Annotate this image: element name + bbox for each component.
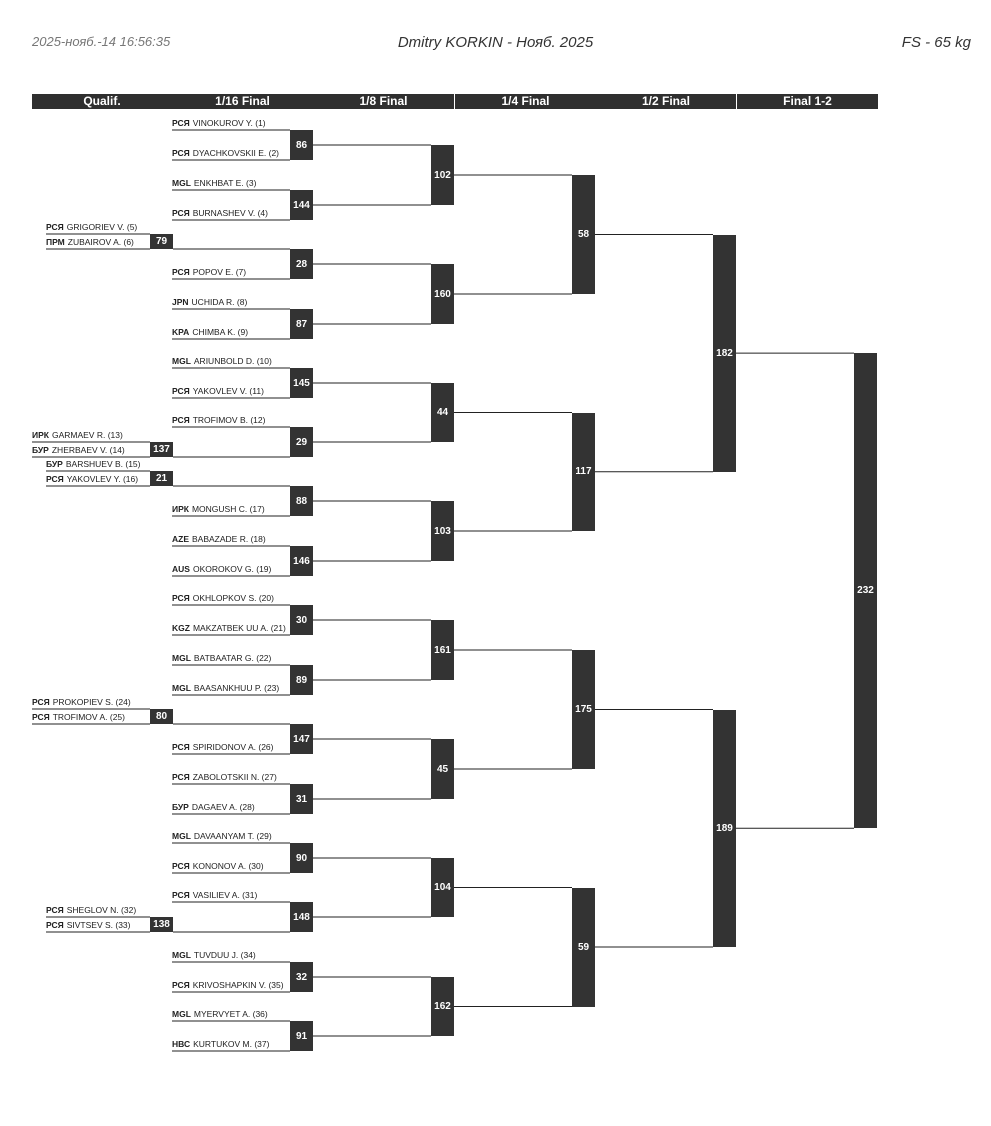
athlete-entry [32, 697, 131, 707]
athlete-entry [172, 534, 266, 544]
athlete-name: OKOROKOV G. (19) [192, 564, 272, 574]
athlete-entry [172, 208, 268, 218]
round-label-qualif: Qualif. [83, 94, 121, 108]
athlete-country: РСЯ [172, 593, 190, 603]
athlete-country: KGZ [172, 623, 190, 633]
athlete-country: НВС [172, 1039, 191, 1049]
bout-number-box: 138 [150, 917, 173, 932]
athlete-name: KRIVOSHAPKIN V. (35) [192, 980, 284, 990]
bout-number-box: 88 [290, 486, 313, 516]
athlete-name: BAASANKHUU P. (23) [193, 683, 280, 693]
round-label-final: Final 1-2 [783, 94, 832, 108]
athlete-country: РСЯ [46, 905, 64, 915]
athlete-name: ENKHBAT E. (3) [193, 178, 257, 188]
athlete-name: DAVAANYAM T. (29) [193, 831, 272, 841]
athlete-entry [32, 430, 123, 440]
bout-number-box: 117 [572, 413, 595, 532]
bout-number-box: 102 [431, 145, 454, 205]
athlete-name: TROFIMOV A. (25) [52, 712, 125, 722]
athlete-country: РСЯ [172, 772, 190, 782]
athlete-name: SIVTSEV S. (33) [66, 920, 131, 930]
athlete-entry [32, 445, 125, 455]
athlete-name: POPOV E. (7) [192, 267, 247, 277]
bout-number-box: 80 [150, 709, 173, 724]
bout-number-box: 182 [713, 235, 736, 472]
athlete-country: БУР [46, 459, 63, 469]
athlete-name: BARSHUEV B. (15) [65, 459, 141, 469]
print-timestamp: 2025-нояб.-14 16:56:35 [32, 34, 171, 49]
bout-number-box: 104 [431, 858, 454, 917]
athlete-entry [172, 831, 272, 841]
athlete-country: РСЯ [172, 267, 190, 277]
round-label-r4: 1/4 Final [501, 94, 550, 108]
bout-number-box: 162 [431, 977, 454, 1036]
athlete-entry [172, 1039, 269, 1049]
athlete-country: MGL [172, 1009, 191, 1019]
athlete-country: ИРК [32, 430, 49, 440]
athlete-name: KURTUKOV M. (37) [193, 1039, 270, 1049]
athlete-country: РСЯ [172, 890, 190, 900]
athlete-name: YAKOVLEV V. (11) [192, 386, 264, 396]
bout-number-box: 58 [572, 175, 595, 294]
athlete-country: РСЯ [172, 148, 190, 158]
bout-number-box: 160 [431, 264, 454, 324]
athlete-country: РСЯ [172, 118, 190, 128]
athlete-entry [172, 772, 277, 782]
bout-number-box: 161 [431, 620, 454, 680]
athlete-entry [46, 222, 137, 232]
athlete-entry [172, 653, 271, 663]
athlete-entry [172, 118, 266, 128]
athlete-name: SHEGLOV N. (32) [66, 905, 137, 915]
round-label-r8: 1/8 Final [359, 94, 408, 108]
round-label-r2: 1/2 Final [641, 94, 691, 108]
athlete-country: ИРК [172, 504, 189, 514]
athlete-country: ПРМ [46, 237, 65, 247]
athlete-name: VASILIEV A. (31) [192, 890, 258, 900]
athlete-entry [46, 905, 136, 915]
athlete-country: РСЯ [172, 208, 190, 218]
athlete-entry [172, 297, 247, 307]
athlete-country: KPA [172, 327, 190, 337]
bout-number-box: 148 [290, 902, 313, 932]
athlete-country: РСЯ [172, 386, 190, 396]
athlete-entry [46, 920, 131, 930]
athlete-name: PROKOPIEV S. (24) [52, 697, 131, 707]
athlete-country: MGL [172, 683, 191, 693]
athlete-entry [172, 742, 274, 752]
athlete-country: AZE [172, 534, 189, 544]
bout-number-box: 21 [150, 471, 173, 486]
athlete-country: MGL [172, 653, 191, 663]
athlete-name: MYERVYET A. (36) [193, 1009, 268, 1019]
athlete-country: РСЯ [32, 697, 50, 707]
bout-number-box: 144 [290, 190, 313, 220]
athlete-name: BABAZADE R. (18) [192, 534, 266, 544]
athlete-country: БУР [172, 802, 189, 812]
athlete-entry [172, 683, 279, 693]
athlete-name: ZHERBAEV V. (14) [51, 445, 125, 455]
athlete-country: РСЯ [46, 222, 64, 232]
athlete-country: РСЯ [172, 861, 190, 871]
bout-number-box: 146 [290, 546, 313, 576]
athlete-name: GRIGORIEV V. (5) [66, 222, 138, 232]
athlete-name: OKHLOPKOV S. (20) [192, 593, 274, 603]
bout-number-box: 31 [290, 784, 313, 814]
athlete-entry [46, 237, 134, 247]
athlete-country: РСЯ [46, 920, 64, 930]
athlete-name: MAKZATBEK UU A. (21) [192, 623, 286, 633]
athlete-entry [172, 327, 248, 337]
athlete-country: РСЯ [172, 742, 190, 752]
athlete-name: UCHIDA R. (8) [191, 297, 248, 307]
bout-number-box: 189 [713, 710, 736, 948]
bout-number-box: 137 [150, 442, 173, 457]
bout-number-box: 91 [290, 1021, 313, 1051]
athlete-name: MONGUSH C. (17) [191, 504, 265, 514]
athlete-name: CHIMBA K. (9) [192, 327, 249, 337]
athlete-country: БУР [32, 445, 49, 455]
athlete-name: VINOKUROV Y. (1) [192, 118, 266, 128]
bout-number-box: 145 [290, 368, 313, 398]
athlete-name: DYACHKOVSKII E. (2) [192, 148, 279, 158]
bout-number-box: 79 [150, 234, 173, 249]
athlete-name: GARMAEV R. (13) [51, 430, 123, 440]
athlete-name: TROFIMOV B. (12) [192, 415, 266, 425]
bout-number-box: 45 [431, 739, 454, 799]
athlete-entry [172, 861, 264, 871]
athlete-name: BATBAATAR G. (22) [193, 653, 272, 663]
athlete-entry [172, 1009, 268, 1019]
athlete-name: ARIUNBOLD D. (10) [193, 356, 272, 366]
athlete-entry [172, 980, 284, 990]
bout-number-box: 147 [290, 724, 313, 754]
athlete-country: MGL [172, 356, 191, 366]
bout-number-box: 44 [431, 383, 454, 442]
bout-number-box: 32 [290, 962, 313, 992]
bout-number-box: 89 [290, 665, 313, 695]
athlete-entry [172, 504, 265, 514]
athlete-entry [172, 148, 279, 158]
athlete-entry [46, 459, 141, 469]
bout-number-box: 103 [431, 501, 454, 561]
athlete-country: AUS [172, 564, 190, 574]
athlete-country: РСЯ [172, 415, 190, 425]
athlete-entry [172, 564, 271, 574]
bout-number-box: 90 [290, 843, 313, 873]
athlete-name: KONONOV A. (30) [192, 861, 264, 871]
athlete-country: MGL [172, 950, 191, 960]
athlete-entry [172, 386, 264, 396]
athlete-name: BURNASHEV V. (4) [192, 208, 268, 218]
bout-number-box: 28 [290, 249, 313, 279]
athlete-name: TUVDUU J. (34) [193, 950, 256, 960]
athlete-entry [172, 178, 256, 188]
athlete-entry [172, 415, 265, 425]
athlete-entry [172, 623, 286, 633]
athlete-entry [32, 712, 125, 722]
athlete-name: SPIRIDONOV A. (26) [192, 742, 274, 752]
round-label-r16: 1/16 Final [215, 94, 270, 108]
athlete-name: ZUBAIROV A. (6) [67, 237, 134, 247]
event-title: Dmitry KORKIN - Нояб. 2025 [397, 34, 594, 51]
athlete-entry [46, 474, 138, 484]
athlete-country: РСЯ [46, 474, 64, 484]
bout-number-box: 87 [290, 309, 313, 339]
bout-number-box: 59 [572, 888, 595, 1007]
athlete-entry [172, 267, 246, 277]
bout-number-box: 175 [572, 650, 595, 769]
athlete-entry [172, 593, 274, 603]
bout-number-box: 86 [290, 130, 313, 160]
athlete-entry [172, 890, 257, 900]
athlete-name: ZABOLOTSKII N. (27) [192, 772, 277, 782]
athlete-entry [172, 356, 272, 366]
athlete-country: MGL [172, 178, 191, 188]
athlete-entry [172, 802, 255, 812]
athlete-name: DAGAEV A. (28) [191, 802, 255, 812]
athlete-country: РСЯ [172, 980, 190, 990]
bout-number-box: 30 [290, 605, 313, 635]
athlete-name: YAKOVLEV Y. (16) [66, 474, 139, 484]
weight-category: FS - 65 kg [901, 34, 971, 51]
athlete-country: JPN [172, 297, 189, 307]
bout-number-box: 232 [854, 353, 877, 828]
athlete-country: MGL [172, 831, 191, 841]
bout-number-box: 29 [290, 427, 313, 457]
athlete-country: РСЯ [32, 712, 50, 722]
athlete-entry [172, 950, 256, 960]
